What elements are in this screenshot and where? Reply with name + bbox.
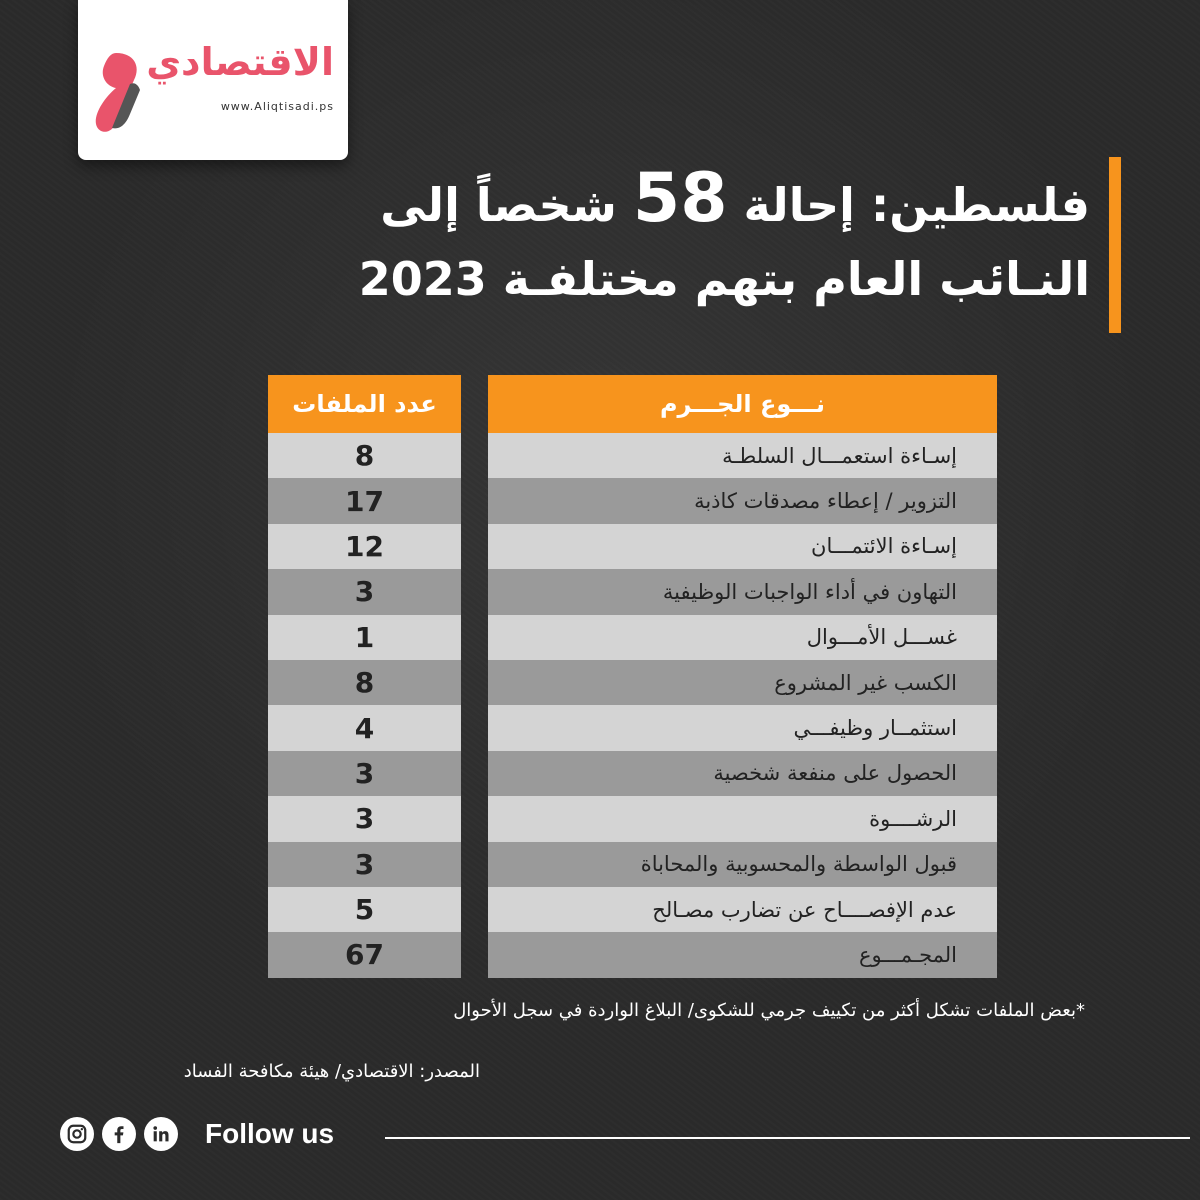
type-column [488, 433, 997, 978]
table-row-total [488, 932, 997, 977]
table-row [488, 887, 997, 932]
table-row [488, 705, 997, 750]
count-cell: 8 [354, 666, 375, 700]
count-cell: 3 [354, 756, 375, 790]
title-line-2: النـائب العام بتهم مختلفـة 2023 [358, 252, 1090, 306]
table-row [488, 796, 997, 841]
table-row [488, 569, 997, 614]
crime-type-cell: غســـل الأمـــوال [806, 625, 957, 650]
table-row [488, 660, 997, 705]
crime-type-cell: استثمــار وظيفـــي [793, 716, 957, 741]
table-row [268, 751, 461, 796]
table-row [488, 478, 997, 523]
crime-type-cell: الحصول على منفعة شخصية [713, 761, 957, 786]
count-cell: 3 [354, 575, 375, 609]
facebook-icon[interactable] [102, 1117, 136, 1151]
crime-type-cell: إسـاءة استعمـــال السلطـة [722, 443, 957, 468]
source-credit: المصدر: الاقتصادي/ هيئة مكافحة الفساد [183, 1061, 480, 1082]
title-accent-bar [1109, 157, 1121, 333]
table-row [488, 615, 997, 660]
instagram-icon[interactable] [60, 1117, 94, 1151]
table-row [268, 524, 461, 569]
count-cell: 3 [354, 847, 375, 881]
count-column [268, 433, 461, 978]
count-column-header: عدد الملفات [268, 375, 461, 433]
count-cell: 5 [354, 893, 375, 927]
table-row [488, 842, 997, 887]
count-cell: 4 [354, 711, 375, 745]
crime-type-cell: المجـمـــوع [858, 942, 957, 967]
count-cell: 12 [345, 529, 384, 563]
type-column-header: نـــوع الجـــرم [488, 375, 997, 433]
count-cell: 3 [354, 802, 375, 836]
title-line-1-pre: فلسطين: إحالة [743, 178, 1090, 232]
footnote: *بعض الملفات تشكل أكثر من تكييف جرمي للشكوى/ البلاغ الواردة في سجل الأحوال [453, 1000, 1085, 1021]
crime-type-cell: قبول الواسطة والمحسوبية والمحاباة [640, 852, 957, 877]
crime-type-cell: التهاون في أداء الواجبات الوظيفية [662, 579, 957, 604]
follow-us-label: Follow us [205, 1118, 335, 1149]
table-row-total [268, 932, 461, 977]
table-row [268, 569, 461, 614]
table-row [268, 887, 461, 932]
table-row [268, 796, 461, 841]
table-row [268, 433, 461, 478]
table-row [268, 660, 461, 705]
count-cell: 1 [354, 620, 375, 654]
table-row [268, 705, 461, 750]
page-title [190, 159, 1090, 316]
brand-mark-icon [86, 48, 146, 138]
social-icons [60, 1117, 178, 1151]
logo-card [78, 0, 348, 160]
crime-type-cell: عدم الإفصــــاح عن تضارب مصـالح [652, 897, 957, 922]
linkedin-icon[interactable] [144, 1117, 178, 1151]
crime-type-cell: الكسب غير المشروع [774, 670, 957, 695]
title-line-1 [190, 159, 1090, 242]
table-row [488, 433, 997, 478]
title-number: 58 [632, 159, 728, 238]
count-cell: 8 [354, 439, 375, 473]
table-row [488, 751, 997, 796]
crime-type-cell: إسـاءة الائتمـــان [811, 534, 957, 559]
table-row [268, 842, 461, 887]
table-row [268, 478, 461, 523]
table-row [488, 524, 997, 569]
table-row [268, 615, 461, 660]
count-cell: 17 [345, 484, 384, 518]
follow-divider [385, 1137, 1190, 1139]
crime-type-cell: الرشــــوة [869, 806, 957, 831]
title-line-1-post: شخصاً إلى [380, 178, 617, 232]
count-cell: 67 [345, 938, 384, 972]
brand-name: الاقتصادي [146, 40, 334, 84]
brand-url: www.Aliqtisadi.ps [220, 100, 334, 113]
crime-type-cell: التزوير / إعطاء مصدقات كاذبة [694, 489, 957, 514]
